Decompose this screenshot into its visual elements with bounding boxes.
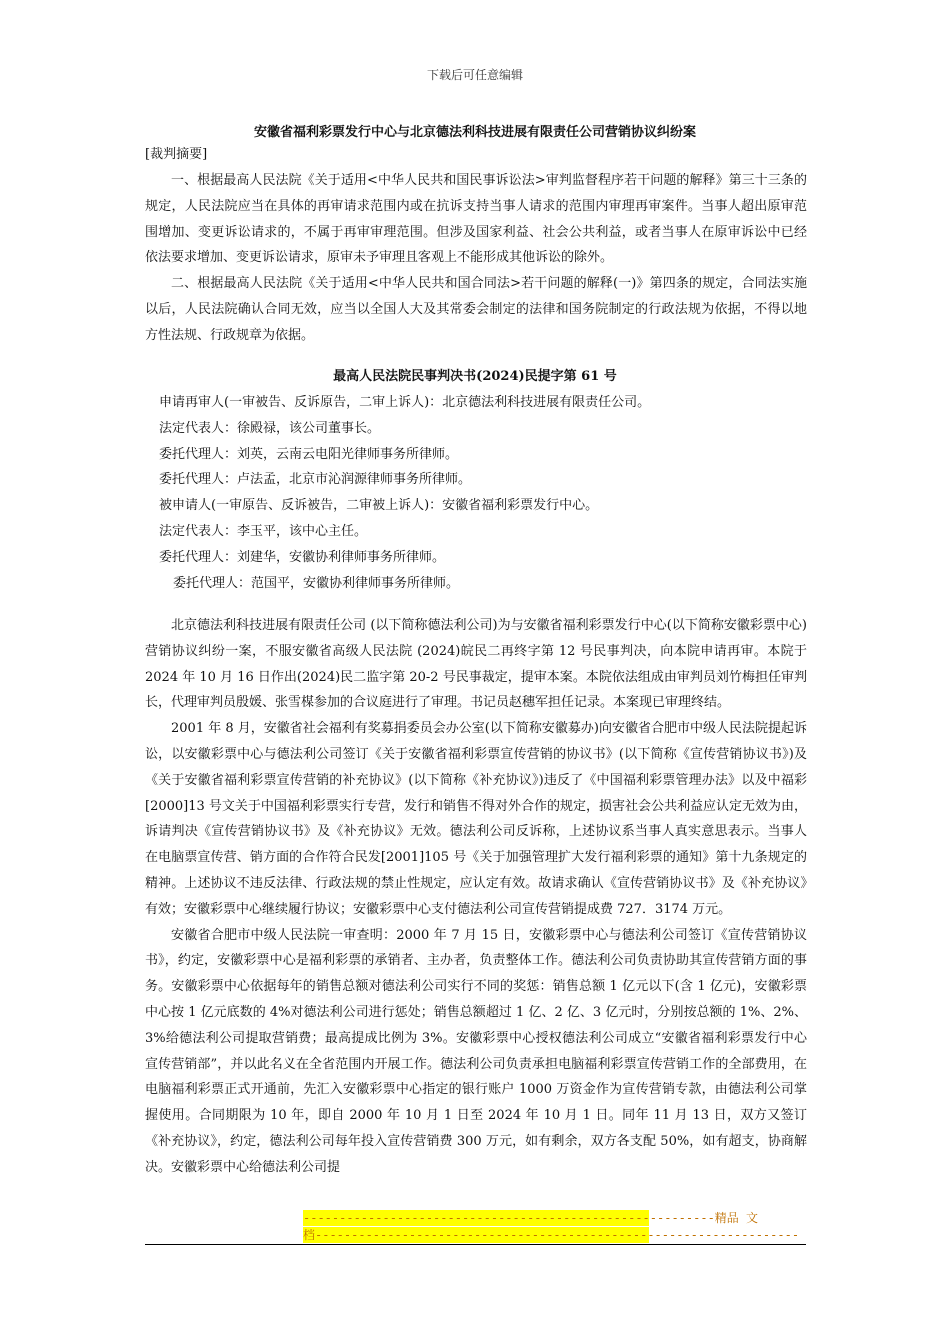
party-line: 法定代表人：李玉平，该中心主任。 [159, 523, 368, 539]
footer-watermark-line-2: 档------------------------------------------------------------------- [303, 1228, 800, 1242]
footer-watermark-line-1: ---------------------------------------------------------精品 文 [303, 1211, 759, 1225]
parties-section [145, 390, 807, 596]
judgment-title: 最高人民法院民事判决书(2024)民提字第 61 号 [333, 369, 617, 384]
body-paragraph-1: 北京德法利科技进展有限责任公司 (以下简称德法利公司)为与安徽省福利彩票发行中心(以下简称安徽彩票中心)营销协议纠纷一案，不服安徽省高级人民法院 (2024)皖民二再终字第 12 号民事判决，向本院申请再审。本院于 2024 年 10 月 16 日作出(2024)民二监字第 20-2 号民事裁定，提审本案。本院依法组成由审判员刘竹梅担任审判长，代理审判员殷媛、张雪楳参加的合议庭进行了审理。书记员赵穗军担任记录。本案现已审理终结。 [145, 618, 807, 711]
party-line: 申请再审人(一审被告、反诉原告，二审上诉人)：北京德法利科技进展有限责任公司。 [159, 395, 651, 410]
abstract-section [145, 168, 807, 349]
body-paragraph-2: 2001 年 8 月，安徽省社会福利有奖募捐委员会办公室(以下简称安徽募办)向安徽省合肥市中级人民法院提起诉讼，以安徽彩票中心与德法利公司签订《关于安徽省福利彩票宣传营销的协议书》(以下简称《宣传营销协议书》)及《关于安徽省福利彩票宣传营销的补充协议》(以下简称《补充协议》)违反了《中国福利彩票管理办法》以及中福彩[2000]13 号文关于中国福利彩票实行专营，发行和销售不得对外合作的规定，损害社会公共利益应认定无效为由，诉请判决《宣传营销协议书》及《补充协议》无效。德法利公司反诉称，上述协议系当事人真实意思表示。当事人在电脑票宣传营、销方面的合作符合民发[2001]105 号《关于加强管理扩大发行福利彩票的通知》第十九条规定的精神。上述协议不违反法律、行政法规的禁止性规定，应认定有效。故请求确认《宣传营销协议书》及《补充协议》有效；安徽彩票中心继续履行协议；安徽彩票中心支付德法利公司宣传营销提成费 727．3174 万元。 [145, 721, 807, 917]
party-line: 委托代理人：范国平，安徽协利律师事务所律师。 [173, 575, 460, 591]
abstract-paragraph-1: 一、根据最高人民法院《关于适用<中华人民共和国民事诉讼法>审判监督程序若干问题的解释》第三十三条的规定，人民法院应当在具体的再审请求范围内或在抗诉支持当事人请求的范围内审理再审案件。当事人超出原审范围增加、变更诉讼请求的，不属于再审审理范围。但涉及国家利益、社会公共利益，或者当事人在原审诉讼中已经依法要求增加、变更诉讼请求，原审未予审理且客观上不能形成其他诉讼的除外。 [145, 173, 807, 266]
party-line: 被申请人(一审原告、反诉被告，二审被上诉人)：安徽省福利彩票发行中心。 [159, 498, 599, 514]
body-paragraph-3: 安徽省合肥市中级人民法院一审查明：2000 年 7 月 15 日，安徽彩票中心与德法利公司签订《宣传营销协议书》，约定，安徽彩票中心是福利彩票的承销者、主办者，负责整体工作。德法利公司负责协助其宣传营销方面的事务。安徽彩票中心依据每年的销售总额对德法利公司实行不同的奖惩：销售总额 1 亿元以下(含 1 亿元)，安徽彩票中心按 1 亿元底数的 4%对德法利公司进行惩处；销售总额超过 1 亿、2 亿、3 亿元时，分别按总额的 1%、2%、3%给德法利公司提取营销费；最高提成比例为 3%。安徽彩票中心授权德法利公司成立“安徽省福利彩票发行中心宣传营销部”，并以此名义在全省范围内开展工作。德法利公司负责承担电脑福利彩票宣传营销工作的全部费用，在电脑福利彩票正式开通前，先汇入安徽彩票中心指定的银行账户 1000 万资金作为宣传营销专款，由德法利公司掌握使用。合同期限为 10 年，即自 2000 年 10 月 1 日至 2024 年 10 月 1 日。同年 11 月 13 日，双方又签订《补充协议》，约定，德法利公司每年投入宣传营销费 300 万元，如有剩余，双方各支配 50%，如有超支，协商解决。安徽彩票中心给德法利公司提 [145, 927, 807, 1175]
party-line: 委托代理人：卢法孟，北京市沁润源律师事务所律师。 [159, 472, 472, 488]
case-title: 安徽省福利彩票发行中心与北京德法利科技进展有限责任公司营销协议纠纷案 [253, 125, 696, 140]
abstract-paragraph-2: 二、根据最高人民法院《关于适用<中华人民共和国合同法>若干问题的解释(一)》第四条的规定，合同法实施以后，人民法院确认合同无效，应当以全国人大及其常委会制定的法律和国务院制定的行政法规为依据，不得以地方性法规、行政规章为依据。 [145, 276, 807, 343]
party-line: 委托代理人：刘英，云南云电阳光律师事务所律师。 [159, 446, 459, 462]
abstract-label: [裁判摘要] [145, 147, 208, 162]
footer-rule [145, 1244, 806, 1245]
party-line: 法定代表人：徐殿禄，该公司董事长。 [159, 420, 381, 436]
party-line: 委托代理人：刘建华，安徽协利律师事务所律师。 [159, 549, 446, 565]
judgment-body [145, 613, 807, 1181]
header-note: 下载后可任意编辑 [426, 68, 523, 82]
